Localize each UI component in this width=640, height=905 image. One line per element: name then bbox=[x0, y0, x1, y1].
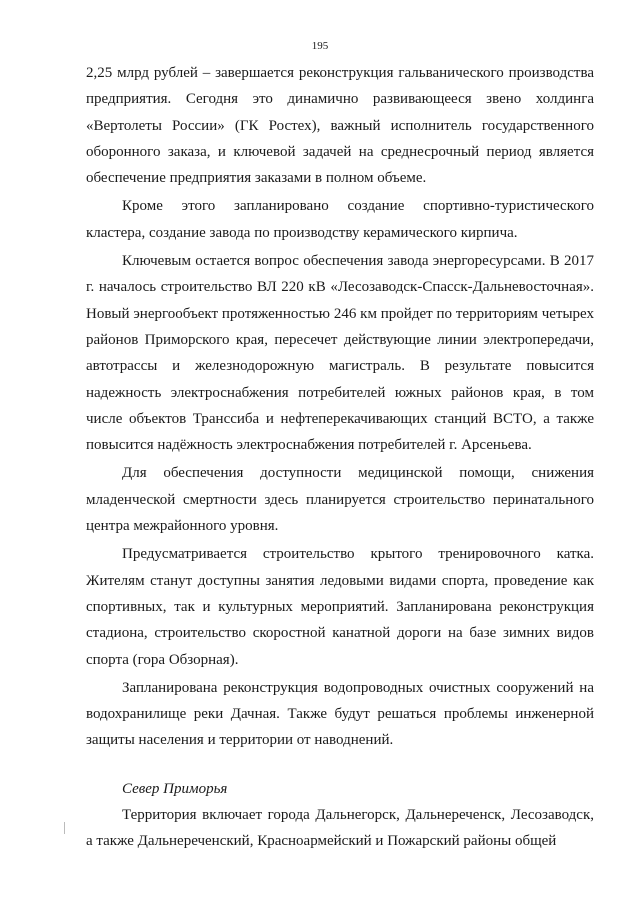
paragraph-continued: 2,25 млрд рублей – завершается реконструкция гальванического производства предприятия. Сегодня это динамично развивающееся звено холдинга «Вертолеты России» (ГК Ростех), важный исполнитель государственного оборонного заказа, и ключевой задачей на среднесрочный период является обеспечение предприятия заказами в полном объеме. bbox=[86, 65, 594, 187]
paragraph: Территория включает города Дальнегорск, Дальнереченск, Лесозаводск, а также Дальнереченский, Красноармейский и Пожарский районы общей bbox=[86, 807, 594, 850]
page-number: 195 bbox=[311, 40, 329, 52]
paragraph: Запланирована реконструкция водопроводных очистных сооружений на водохранилище реки Дачная. Также будут решаться проблемы инженерной защиты населения и территории от наводнений. bbox=[86, 679, 594, 749]
scan-margin-mark bbox=[64, 822, 65, 834]
section-heading: Север Приморья bbox=[122, 780, 228, 797]
paragraph: Кроме этого запланировано создание спортивно-туристического кластера, создание завода по производству керамического кирпича. bbox=[86, 198, 594, 241]
paragraph: Ключевым остается вопрос обеспечения завода энергоресурсами. В 2017 г. началось строительство ВЛ 220 кВ «Лесозаводск-Спасск-Дальневосточная». Новый энергообъект протяженностью 246 км пройдет по территориям четырех районов Приморского края, пересечет действующие линии электропередачи, автотрассы и железнодорожную магистраль. В результате повысится надежность электроснабжения потребителей южных районов края, в том числе объектов Транссиба и нефтеперекачивающих станций ВСТО, а также повысится надёжность электроснабжения потребителей г. Арсеньева. bbox=[86, 253, 594, 454]
paragraph: Предусматривается строительство крытого тренировочного катка. Жителям станут доступны занятия ледовыми видами спорта, проведение как спортивных, так и культурных мероприятий. Запланирована реконструкция стадиона, строительство скоростной канатной дороги на базе зимних видов спорта (гора Обзорная). bbox=[86, 546, 594, 668]
paragraph: Для обеспечения доступности медицинской помощи, снижения младенческой смертности здесь планируется строительство перинатального центра межрайонного уровня. bbox=[86, 465, 594, 535]
page-content bbox=[86, 60, 594, 855]
